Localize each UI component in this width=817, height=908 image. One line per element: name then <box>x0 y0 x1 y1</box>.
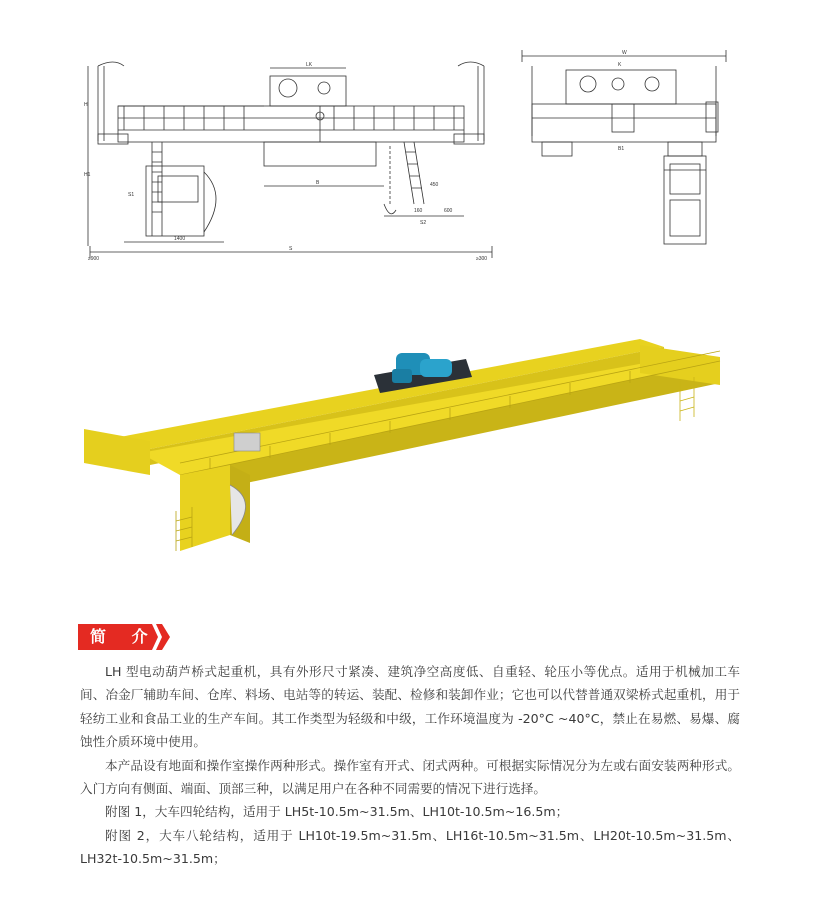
paragraph-description: LH 型电动葫芦桥式起重机，具有外形尺寸紧凑、建筑净空高度低、自重轻、轮压小等优点。适用于机械加工车间、冶金厂辅助车间、仓库、料场、电站等的转运、装配、检修和装卸作业；它也可以代替普通双梁桥式起重机，用于轻纺工业和食品工业的生产车间。其工作类型为轻级和中级，工作环境温度为 -20°C ~40°C，禁止在易燃、易爆、腐蚀性介质环境中使用。 <box>80 664 740 750</box>
dim-w: W <box>622 50 627 56</box>
dim-450: 450 <box>430 182 439 188</box>
paragraph-operation-modes: 本产品设有地面和操作室操作两种形式。操作室有开式、闭式两种。可根据实际情况分为左或右面安装两种形式。入门方向有侧面、端面、顶部三种，以满足用户在各种不同需要的情况下进行选择。 <box>80 757 740 797</box>
dim-b: B <box>316 180 320 186</box>
dim-k: K <box>618 62 622 68</box>
dim-s1: S1 <box>128 192 135 198</box>
intro-body <box>80 660 740 871</box>
dim-span: S <box>289 246 293 252</box>
front-elevation-drawing <box>84 46 498 264</box>
dim-s2: S2 <box>420 220 427 226</box>
crane-3d-illustration <box>80 325 730 565</box>
paragraph-figure-2: 附图 2，大车八轮结构，适用于 LH10t-19.5m~31.5m、LH16t-10.5m~31.5m、LH20t-10.5m~31.5m、LH32t-10.5m~31.5m； <box>80 827 740 867</box>
paragraph-figure-1: 附图 1，大车四轮结构，适用于 LH5t-10.5m~31.5m、LH10t-10.5m~16.5m； <box>105 804 569 820</box>
dim-h1: H1 <box>84 172 91 178</box>
dim-right-clearance: ≥300 <box>476 256 488 262</box>
dim-left-clearance: ≥900 <box>88 256 100 262</box>
dim-1400: 1400 <box>174 236 186 242</box>
side-elevation-drawing <box>518 46 730 246</box>
section-title: 简 介 <box>90 627 158 646</box>
dim-lk: LK <box>306 62 313 68</box>
dim-h: H <box>84 102 88 108</box>
dim-160: 160 <box>414 208 423 214</box>
section-header-intro <box>78 624 170 650</box>
dim-b1: B1 <box>618 146 625 152</box>
dim-600: 600 <box>444 208 453 214</box>
